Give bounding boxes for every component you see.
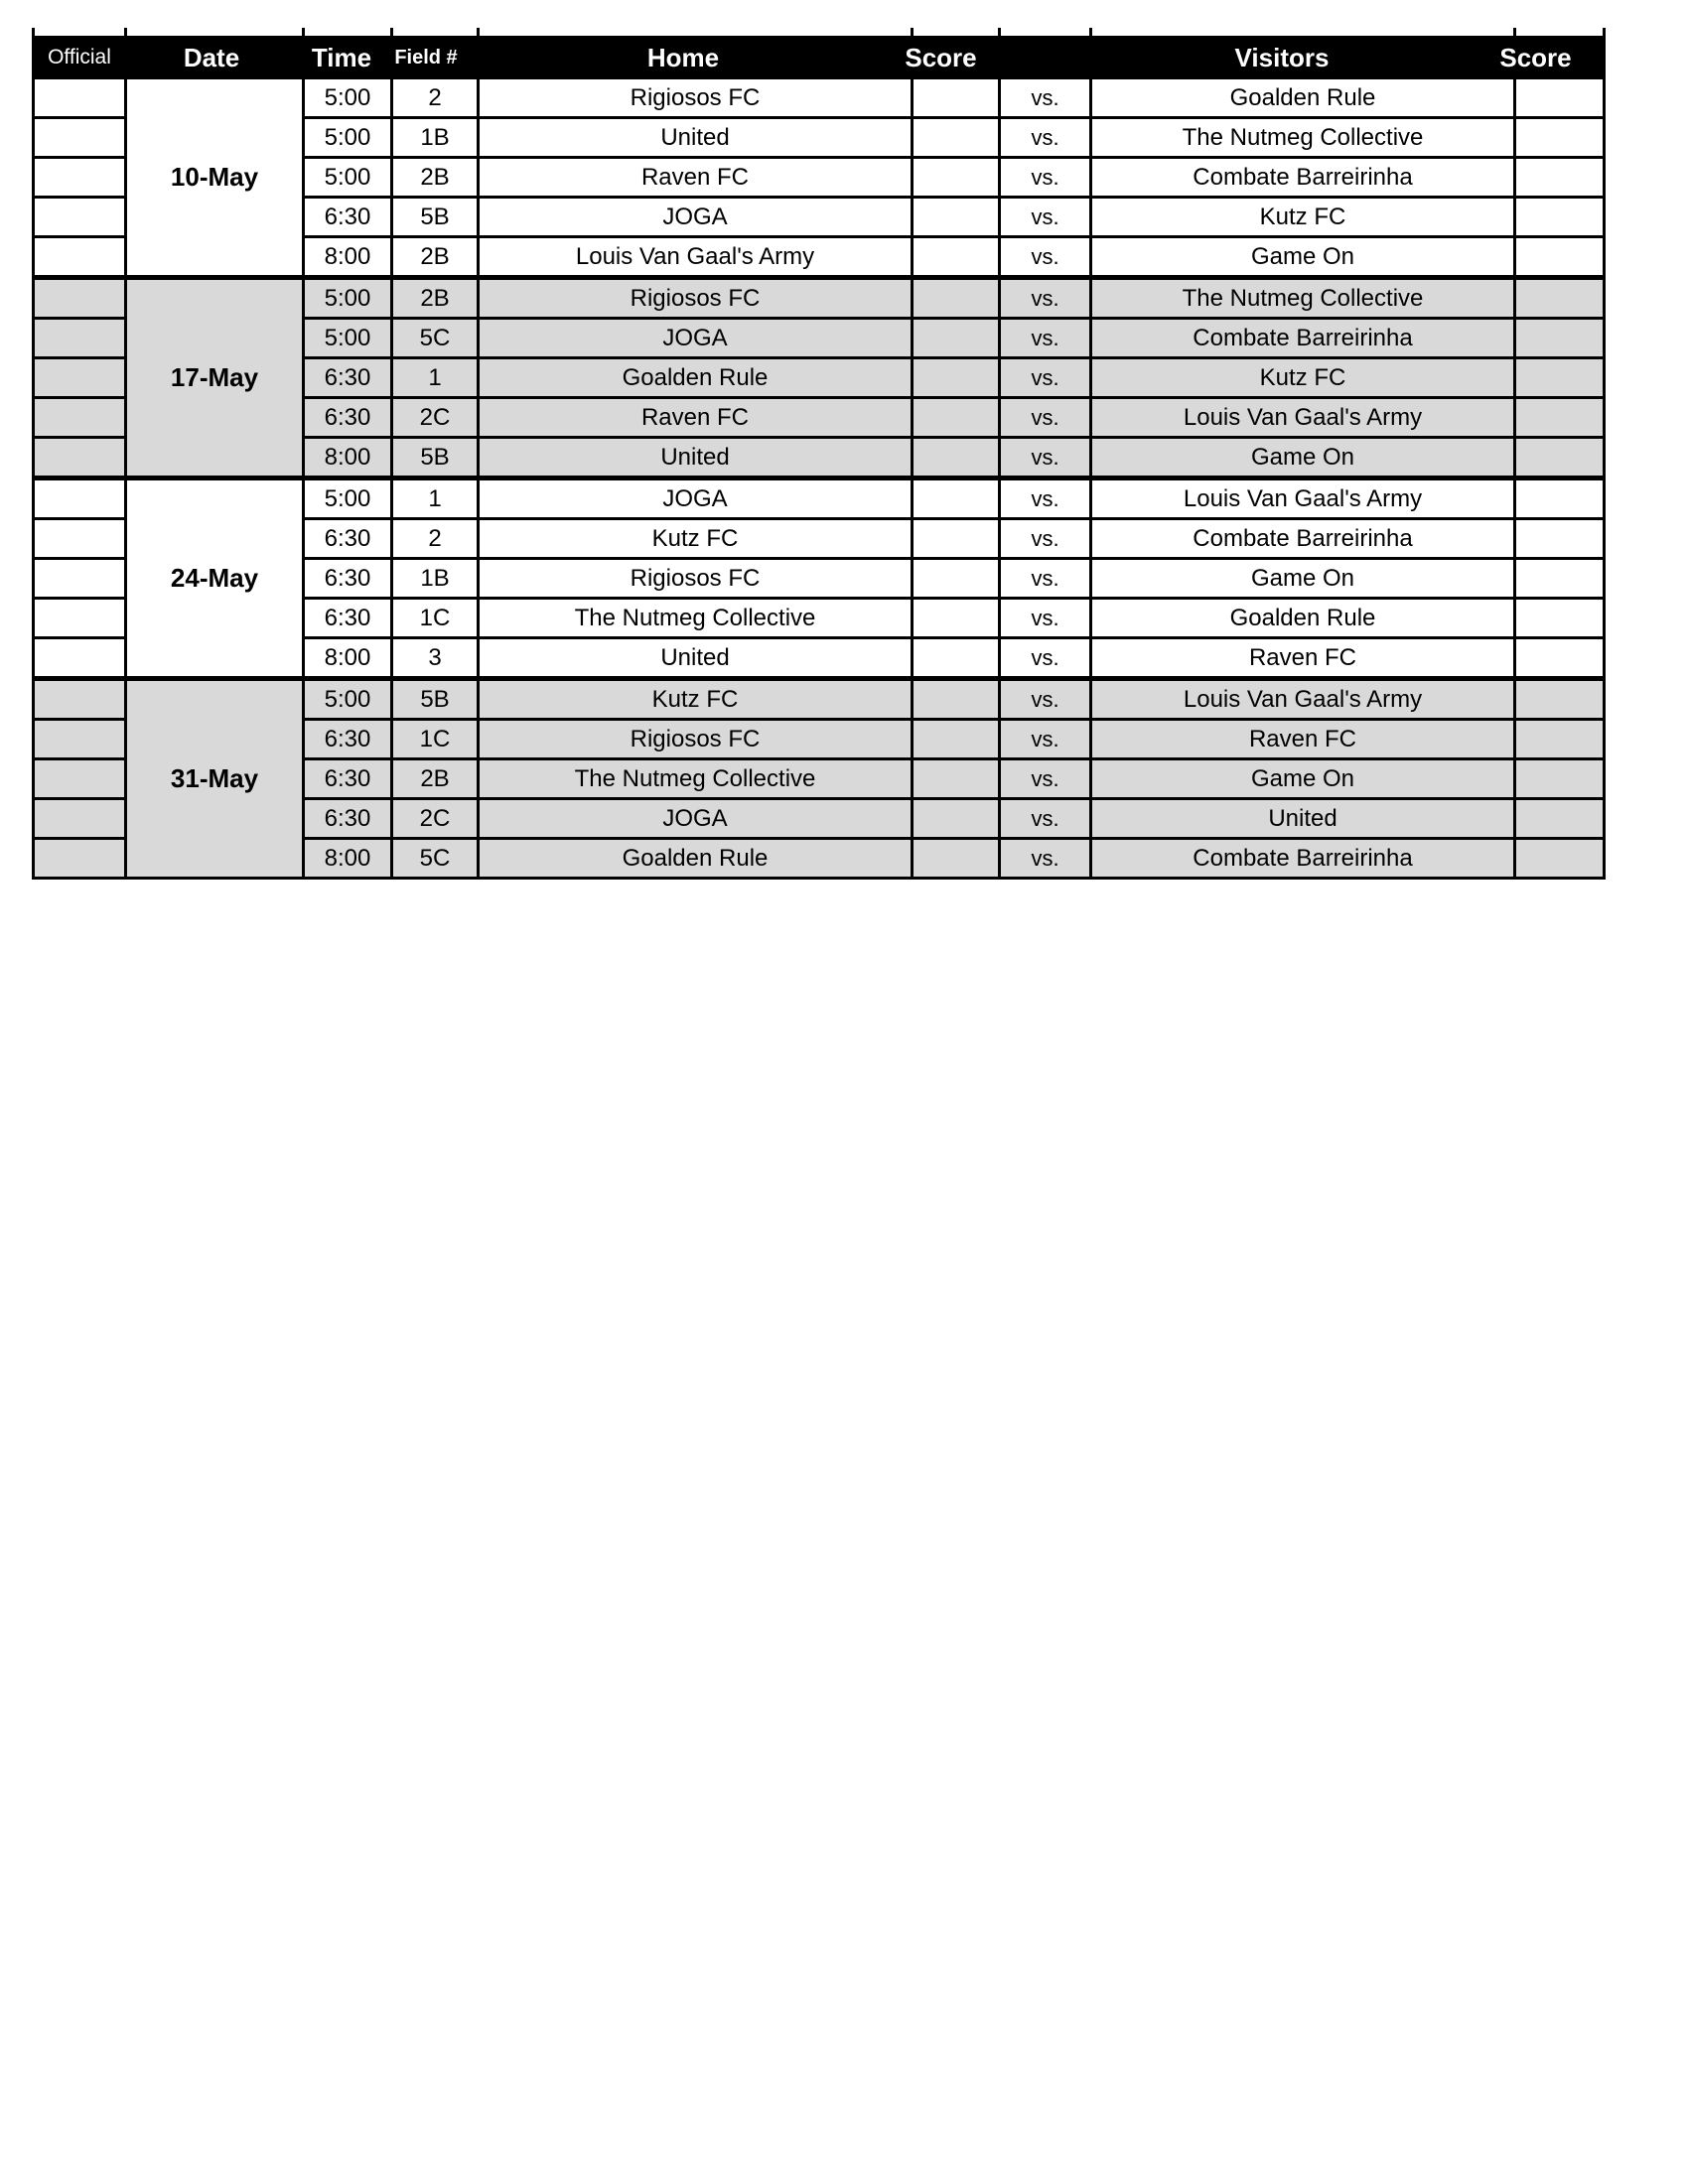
time-cell: 6:30 — [305, 199, 390, 235]
vs-label: vs. — [1001, 399, 1089, 436]
home-score-cell[interactable] — [914, 840, 998, 877]
official-cell[interactable] — [35, 760, 124, 797]
home-score-cell[interactable] — [914, 560, 998, 597]
home-team-cell: Rigiosos FC — [480, 721, 911, 757]
official-cell[interactable] — [35, 159, 124, 196]
home-team-cell: United — [480, 439, 911, 476]
visitors-team-cell: The Nutmeg Collective — [1092, 119, 1513, 156]
header-date: Date — [183, 42, 240, 72]
home-score-cell[interactable] — [914, 79, 998, 116]
visitors-team-cell: Kutz FC — [1092, 199, 1513, 235]
time-cell: 5:00 — [305, 79, 390, 116]
date-section-17-may — [35, 280, 1603, 476]
official-cell[interactable] — [35, 399, 124, 436]
visitors-team-cell: Combate Barreirinha — [1092, 840, 1513, 877]
field-number-cell: 2C — [393, 399, 477, 436]
official-cell[interactable] — [35, 639, 124, 676]
visitor-score-cell[interactable] — [1516, 238, 1603, 275]
field-number-cell: 1B — [393, 560, 477, 597]
visitors-team-cell: Combate Barreirinha — [1092, 520, 1513, 557]
column-border-tick — [911, 28, 914, 36]
visitors-team-cell: United — [1092, 800, 1513, 837]
field-number-cell: 2B — [393, 280, 477, 317]
home-score-cell[interactable] — [914, 399, 998, 436]
column-border-tick — [1513, 28, 1516, 36]
column-border-tick — [302, 28, 305, 36]
column-border-tick — [998, 28, 1001, 36]
date-section-31-may — [35, 681, 1603, 877]
home-team-cell: The Nutmeg Collective — [480, 760, 911, 797]
vs-label: vs. — [1001, 639, 1089, 676]
header-official: Official — [48, 46, 111, 68]
time-cell: 5:00 — [305, 681, 390, 718]
time-cell: 5:00 — [305, 280, 390, 317]
vs-label: vs. — [1001, 480, 1089, 517]
home-team-cell: Louis Van Gaal's Army — [480, 238, 911, 275]
home-score-cell[interactable] — [914, 760, 998, 797]
home-score-cell[interactable] — [914, 119, 998, 156]
field-number-cell: 2B — [393, 760, 477, 797]
home-score-cell[interactable] — [914, 721, 998, 757]
vs-label: vs. — [1001, 600, 1089, 636]
field-number-cell: 1 — [393, 480, 477, 517]
date-cell: 10-May — [127, 79, 302, 275]
date-section-24-may — [35, 480, 1603, 676]
visitor-score-cell[interactable] — [1516, 399, 1603, 436]
visitor-score-cell[interactable] — [1516, 560, 1603, 597]
header-vs-spacer — [983, 39, 1071, 76]
header-home: Home — [646, 42, 720, 72]
time-cell: 6:30 — [305, 760, 390, 797]
home-score-cell[interactable] — [914, 520, 998, 557]
header-time: Time — [311, 42, 372, 72]
official-cell[interactable] — [35, 280, 124, 317]
visitor-score-cell[interactable] — [1516, 800, 1603, 837]
vs-label: vs. — [1001, 79, 1089, 116]
visitor-score-cell[interactable] — [1516, 119, 1603, 156]
visitors-team-cell: Game On — [1092, 760, 1513, 797]
visitor-score-cell[interactable] — [1516, 280, 1603, 317]
visitor-score-cell[interactable] — [1516, 439, 1603, 476]
time-cell: 6:30 — [305, 800, 390, 837]
time-cell: 8:00 — [305, 840, 390, 877]
vs-label: vs. — [1001, 119, 1089, 156]
column-border-tick — [390, 28, 393, 36]
visitors-team-cell: Goalden Rule — [1092, 600, 1513, 636]
vs-label: vs. — [1001, 520, 1089, 557]
field-number-cell: 5B — [393, 439, 477, 476]
field-number-cell: 1C — [393, 600, 477, 636]
visitor-score-cell[interactable] — [1516, 760, 1603, 797]
visitors-team-cell: Louis Van Gaal's Army — [1092, 480, 1513, 517]
official-cell[interactable] — [35, 520, 124, 557]
visitors-team-cell: The Nutmeg Collective — [1092, 280, 1513, 317]
header-visitors: Visitors — [1234, 42, 1330, 72]
visitors-team-cell: Combate Barreirinha — [1092, 159, 1513, 196]
visitors-team-cell: Goalden Rule — [1092, 79, 1513, 116]
home-team-cell: The Nutmeg Collective — [480, 600, 911, 636]
column-border-tick — [1089, 28, 1092, 36]
column-border-tick — [1603, 28, 1606, 36]
field-number-cell: 5B — [393, 681, 477, 718]
visitors-team-cell: Combate Barreirinha — [1092, 320, 1513, 356]
home-team-cell: Raven FC — [480, 159, 911, 196]
time-cell: 6:30 — [305, 560, 390, 597]
visitor-score-cell[interactable] — [1516, 320, 1603, 356]
time-cell: 5:00 — [305, 119, 390, 156]
visitors-team-cell: Raven FC — [1092, 721, 1513, 757]
home-score-cell[interactable] — [914, 639, 998, 676]
vs-label: vs. — [1001, 840, 1089, 877]
time-cell: 5:00 — [305, 159, 390, 196]
time-cell: 6:30 — [305, 600, 390, 636]
field-number-cell: 5B — [393, 199, 477, 235]
official-cell[interactable] — [35, 681, 124, 718]
home-score-cell[interactable] — [914, 600, 998, 636]
field-number-cell: 2 — [393, 520, 477, 557]
date-section-10-may — [35, 79, 1603, 275]
time-cell: 5:00 — [305, 480, 390, 517]
field-number-cell: 3 — [393, 639, 477, 676]
home-score-cell[interactable] — [914, 439, 998, 476]
home-team-cell: Kutz FC — [480, 520, 911, 557]
schedule-table — [32, 36, 1606, 880]
table-header-row — [35, 39, 1603, 76]
official-cell[interactable] — [35, 560, 124, 597]
official-cell[interactable] — [35, 119, 124, 156]
visitor-score-cell[interactable] — [1516, 721, 1603, 757]
official-cell[interactable] — [35, 800, 124, 837]
field-number-cell: 2 — [393, 79, 477, 116]
vs-label: vs. — [1001, 681, 1089, 718]
time-cell: 8:00 — [305, 639, 390, 676]
column-border-tick — [32, 28, 35, 36]
official-cell[interactable] — [35, 199, 124, 235]
field-number-cell: 1C — [393, 721, 477, 757]
home-team-cell: Goalden Rule — [480, 359, 911, 396]
visitor-score-cell[interactable] — [1516, 520, 1603, 557]
time-cell: 6:30 — [305, 520, 390, 557]
time-cell: 6:30 — [305, 399, 390, 436]
visitors-team-cell: Louis Van Gaal's Army — [1092, 399, 1513, 436]
time-cell: 8:00 — [305, 439, 390, 476]
vs-label: vs. — [1001, 199, 1089, 235]
vs-label: vs. — [1001, 320, 1089, 356]
column-border-tick — [124, 28, 127, 36]
visitor-score-cell[interactable] — [1516, 199, 1603, 235]
home-team-cell: JOGA — [480, 320, 911, 356]
visitor-score-cell[interactable] — [1516, 600, 1603, 636]
header-field-number: Field # — [394, 46, 458, 68]
field-number-cell: 1 — [393, 359, 477, 396]
vs-label: vs. — [1001, 560, 1089, 597]
visitors-team-cell: Raven FC — [1092, 639, 1513, 676]
field-number-cell: 1B — [393, 119, 477, 156]
official-cell[interactable] — [35, 840, 124, 877]
schedule-sheet — [32, 28, 1606, 880]
home-score-cell[interactable] — [914, 480, 998, 517]
column-border-tick — [477, 28, 480, 36]
home-score-cell[interactable] — [914, 159, 998, 196]
vs-label: vs. — [1001, 760, 1089, 797]
home-score-cell[interactable] — [914, 320, 998, 356]
official-cell[interactable] — [35, 320, 124, 356]
field-number-cell: 5C — [393, 320, 477, 356]
home-team-cell: JOGA — [480, 480, 911, 517]
vs-label: vs. — [1001, 439, 1089, 476]
home-team-cell: JOGA — [480, 800, 911, 837]
time-cell: 6:30 — [305, 359, 390, 396]
date-cell: 31-May — [127, 681, 302, 877]
official-cell[interactable] — [35, 359, 124, 396]
home-score-cell[interactable] — [914, 359, 998, 396]
official-cell[interactable] — [35, 439, 124, 476]
vs-label: vs. — [1001, 238, 1089, 275]
field-number-cell: 2B — [393, 238, 477, 275]
field-number-cell: 2B — [393, 159, 477, 196]
time-cell: 6:30 — [305, 721, 390, 757]
date-cell: 24-May — [127, 480, 302, 676]
home-score-cell[interactable] — [914, 199, 998, 235]
home-team-cell: Kutz FC — [480, 681, 911, 718]
home-score-cell[interactable] — [914, 800, 998, 837]
home-team-cell: United — [480, 119, 911, 156]
visitors-team-cell: Kutz FC — [1092, 359, 1513, 396]
home-team-cell: JOGA — [480, 199, 911, 235]
official-cell[interactable] — [35, 238, 124, 275]
home-team-cell: Raven FC — [480, 399, 911, 436]
home-team-cell: Rigiosos FC — [480, 560, 911, 597]
visitors-team-cell: Game On — [1092, 238, 1513, 275]
visitor-score-cell[interactable] — [1516, 480, 1603, 517]
official-cell[interactable] — [35, 79, 124, 116]
home-score-cell[interactable] — [914, 280, 998, 317]
home-team-cell: Rigiosos FC — [480, 280, 911, 317]
time-cell: 5:00 — [305, 320, 390, 356]
visitor-score-cell[interactable] — [1516, 159, 1603, 196]
date-cell: 17-May — [127, 280, 302, 476]
official-cell[interactable] — [35, 721, 124, 757]
home-team-cell: Rigiosos FC — [480, 79, 911, 116]
official-cell[interactable] — [35, 600, 124, 636]
vs-label: vs. — [1001, 721, 1089, 757]
vs-label: vs. — [1001, 280, 1089, 317]
visitor-score-cell[interactable] — [1516, 359, 1603, 396]
home-team-cell: Goalden Rule — [480, 840, 911, 877]
header-visitor-score: Score — [1499, 42, 1572, 72]
visitor-score-cell[interactable] — [1516, 840, 1603, 877]
vs-label: vs. — [1001, 800, 1089, 837]
time-cell: 8:00 — [305, 238, 390, 275]
home-score-cell[interactable] — [914, 238, 998, 275]
field-number-cell: 2C — [393, 800, 477, 837]
home-team-cell: United — [480, 639, 911, 676]
vs-label: vs. — [1001, 159, 1089, 196]
visitors-team-cell: Louis Van Gaal's Army — [1092, 681, 1513, 718]
visitors-team-cell: Game On — [1092, 439, 1513, 476]
field-number-cell: 5C — [393, 840, 477, 877]
column-border-ticks — [32, 28, 1606, 36]
header-home-score: Score — [905, 42, 977, 72]
home-score-cell[interactable] — [914, 681, 998, 718]
visitor-score-cell[interactable] — [1516, 79, 1603, 116]
official-cell[interactable] — [35, 480, 124, 517]
visitors-team-cell: Game On — [1092, 560, 1513, 597]
vs-label: vs. — [1001, 359, 1089, 396]
visitor-score-cell[interactable] — [1516, 639, 1603, 676]
visitor-score-cell[interactable] — [1516, 681, 1603, 718]
